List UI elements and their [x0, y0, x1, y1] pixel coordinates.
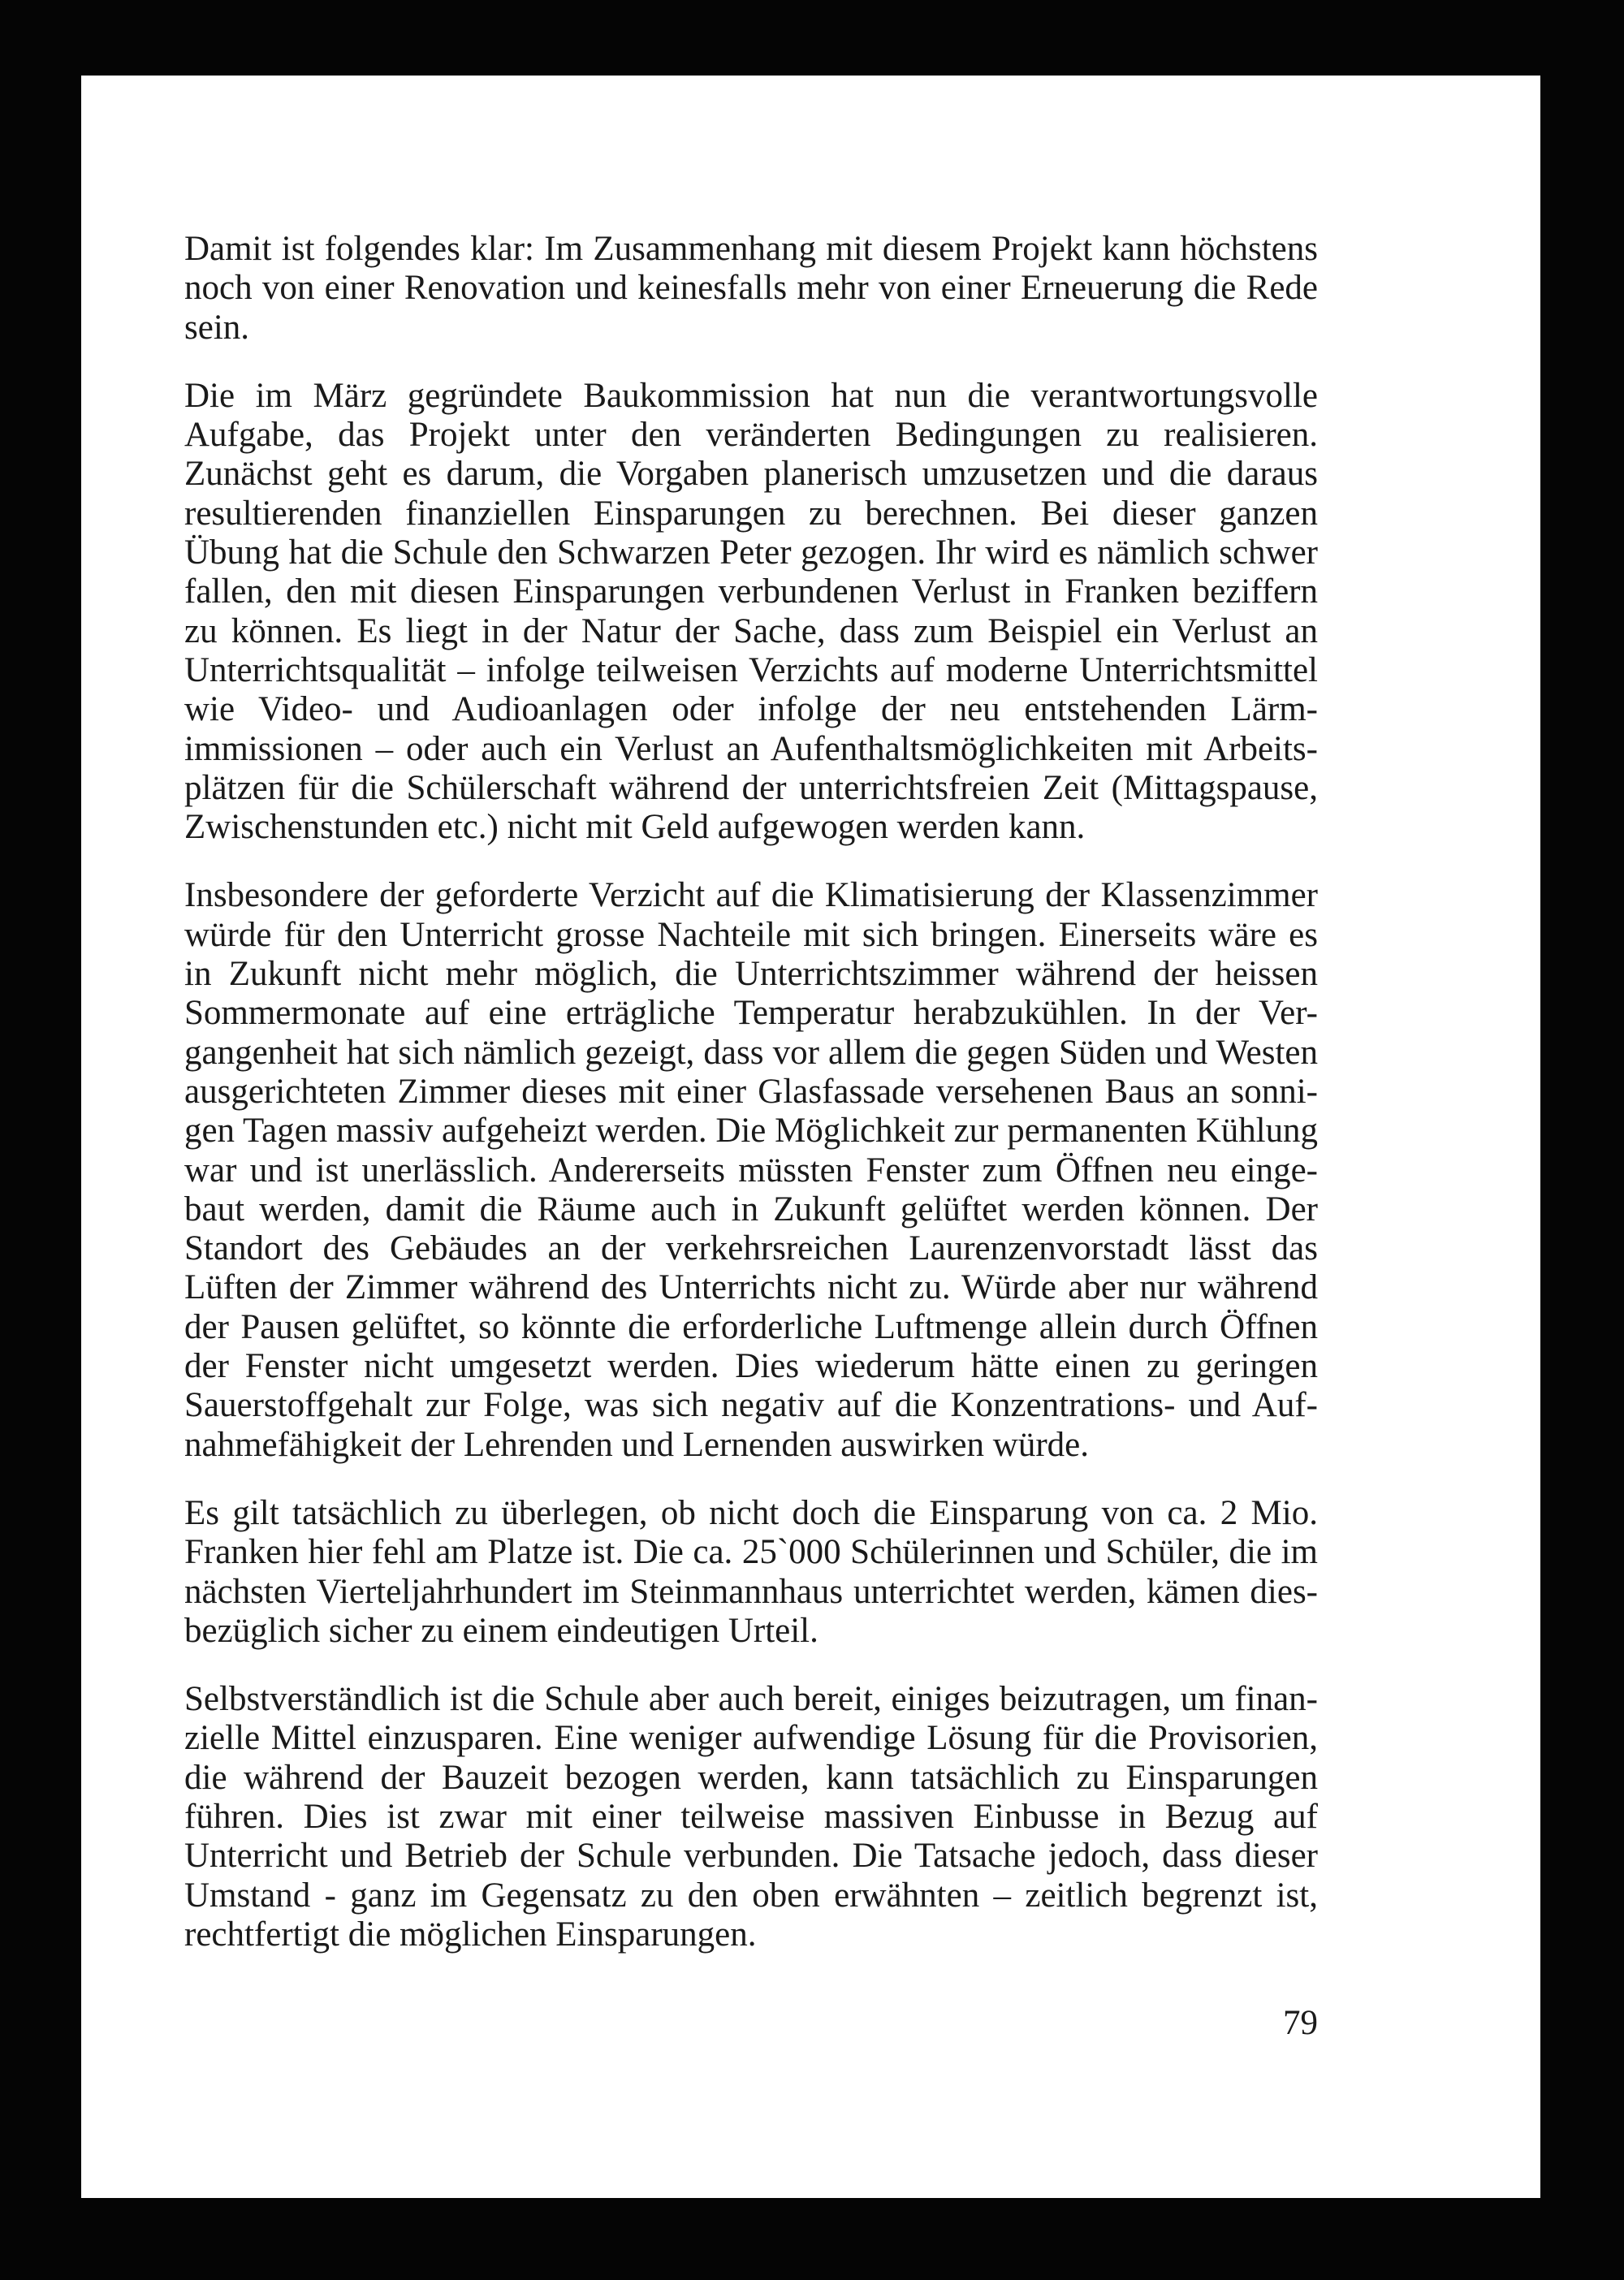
page-number: 79 [1283, 2004, 1318, 2042]
text-line: Umstand - ganz im Gegensatz zu den oben erwähnten – zeitlich begrenzt ist, [184, 1876, 1318, 1915]
text-line: noch von einer Renovation und keinesfalls mehr von einer Erneuerung die Rede [184, 269, 1318, 308]
paragraph-4 [184, 1494, 1318, 1651]
text-line: Übung hat die Schule den Schwarzen Peter gezogen. Ihr wird es nämlich schwer [184, 533, 1318, 572]
text-line: Sauerstoffgehalt zur Folge, was sich negativ auf die Konzentrations- und Auf- [184, 1386, 1318, 1425]
text-line: nächsten Vierteljahrhundert im Steinmannhaus unterrichtet werden, kämen dies- [184, 1572, 1318, 1611]
text-line: der Fenster nicht umgesetzt werden. Dies wiederum hätte einen zu geringen [184, 1347, 1318, 1386]
text-line: plätzen für die Schülerschaft während der unterrichtsfreien Zeit (Mittagspause, [184, 768, 1318, 807]
text-line: Es gilt tatsächlich zu überlegen, ob nicht doch die Einsparung von ca. 2 Mio. [184, 1493, 1318, 1532]
text-line: Sommermonate auf eine erträgliche Temperatur herabzukühlen. In der Ver- [184, 994, 1318, 1033]
text-line: gen Tagen massiv aufgeheizt werden. Die Möglichkeit zur permanenten Kühlung [184, 1112, 1318, 1151]
text-line: Franken hier fehl am Platze ist. Die ca. 25`000 Schülerinnen und Schüler, die im [184, 1533, 1318, 1572]
text-line: ausgerichteten Zimmer dieses mit einer Glasfassade versehenen Baus an sonni- [184, 1072, 1318, 1111]
text-line: zu können. Es liegt in der Natur der Sache, dass zum Beispiel ein Verlust an [184, 611, 1318, 650]
text-line: Zunächst geht es darum, die Vorgaben planerisch umzusetzen und die daraus [184, 455, 1318, 494]
text-line: war und ist unerlässlich. Andererseits müssten Fenster zum Öffnen neu einge- [184, 1151, 1318, 1190]
text-line: der Pausen gelüftet, so könnte die erforderliche Luftmenge allein durch Öffnen [184, 1307, 1318, 1346]
text-line: Unterrichtsqualität – infolge teilweisen Verzichts auf moderne Unterrichtsmittel [184, 650, 1318, 689]
text-line: rechtfertigt die möglichen Einsparungen. [184, 1915, 757, 1954]
text-line: in Zukunft nicht mehr möglich, die Unterrichtszimmer während der heissen [184, 955, 1318, 994]
text-line: nahmefähigkeit der Lehrenden und Lernenden auswirken würde. [184, 1425, 1089, 1464]
text-line: Unterricht und Betrieb der Schule verbunden. Die Tatsache jedoch, dass dieser [184, 1837, 1318, 1876]
text-line: Damit ist folgendes klar: Im Zusammenhang mit diesem Projekt kann höchstens [184, 230, 1318, 268]
text-line: Zwischenstunden etc.) nicht mit Geld aufgewogen werden kann. [184, 808, 1086, 847]
text-line: die während der Bauzeit bezogen werden, kann tatsächlich zu Einsparungen [184, 1758, 1318, 1797]
text-line: Selbstverständlich ist die Schule aber auch bereit, einiges beizutragen, um finan- [184, 1680, 1318, 1719]
text-line: immissionen – oder auch ein Verlust an Aufenthaltsmöglichkeiten mit Arbeits- [184, 729, 1318, 768]
text-line: führen. Dies ist zwar mit einer teilweise massiven Einbusse in Bezug auf [184, 1797, 1318, 1836]
paragraph-5 [184, 1680, 1318, 1954]
text-line: Standort des Gebäudes an der verkehrsreichen Laurenzenvorstadt lässt das [184, 1229, 1318, 1268]
paragraph-3 [184, 876, 1318, 1464]
paragraph-1 [184, 230, 1318, 348]
text-line: bezüglich sicher zu einem eindeutigen Urteil. [184, 1611, 818, 1650]
text-line: fallen, den mit diesen Einsparungen verbundenen Verlust in Franken beziffern [184, 572, 1318, 611]
text-line: wie Video- und Audioanlagen oder infolge der neu entstehenden Lärm- [184, 690, 1318, 729]
text-line: baut werden, damit die Räume auch in Zukunft gelüftet werden können. Der [184, 1190, 1318, 1229]
body-text [184, 230, 1318, 1984]
text-line: sein. [184, 308, 250, 347]
paragraph-2 [184, 377, 1318, 848]
text-line: zielle Mittel einzusparen. Eine weniger aufwendige Lösung für die Provisorien, [184, 1719, 1318, 1758]
text-line: resultierenden finanziellen Einsparungen zu berechnen. Bei dieser ganzen [184, 494, 1318, 533]
document-page [81, 76, 1540, 2198]
text-line: Insbesondere der geforderte Verzicht auf die Klimatisierung der Klassenzimmer [184, 876, 1318, 915]
text-line: Lüften der Zimmer während des Unterrichts nicht zu. Würde aber nur während [184, 1268, 1318, 1307]
text-line: würde für den Unterricht grosse Nachteile mit sich bringen. Einerseits wäre es [184, 915, 1318, 954]
text-line: Aufgabe, das Projekt unter den veränderten Bedingungen zu realisieren. [184, 416, 1318, 455]
text-line: Die im März gegründete Baukommission hat nun die verantwortungsvolle [184, 376, 1318, 415]
text-line: gangenheit hat sich nämlich gezeigt, dass vor allem die gegen Süden und Westen [184, 1033, 1318, 1072]
